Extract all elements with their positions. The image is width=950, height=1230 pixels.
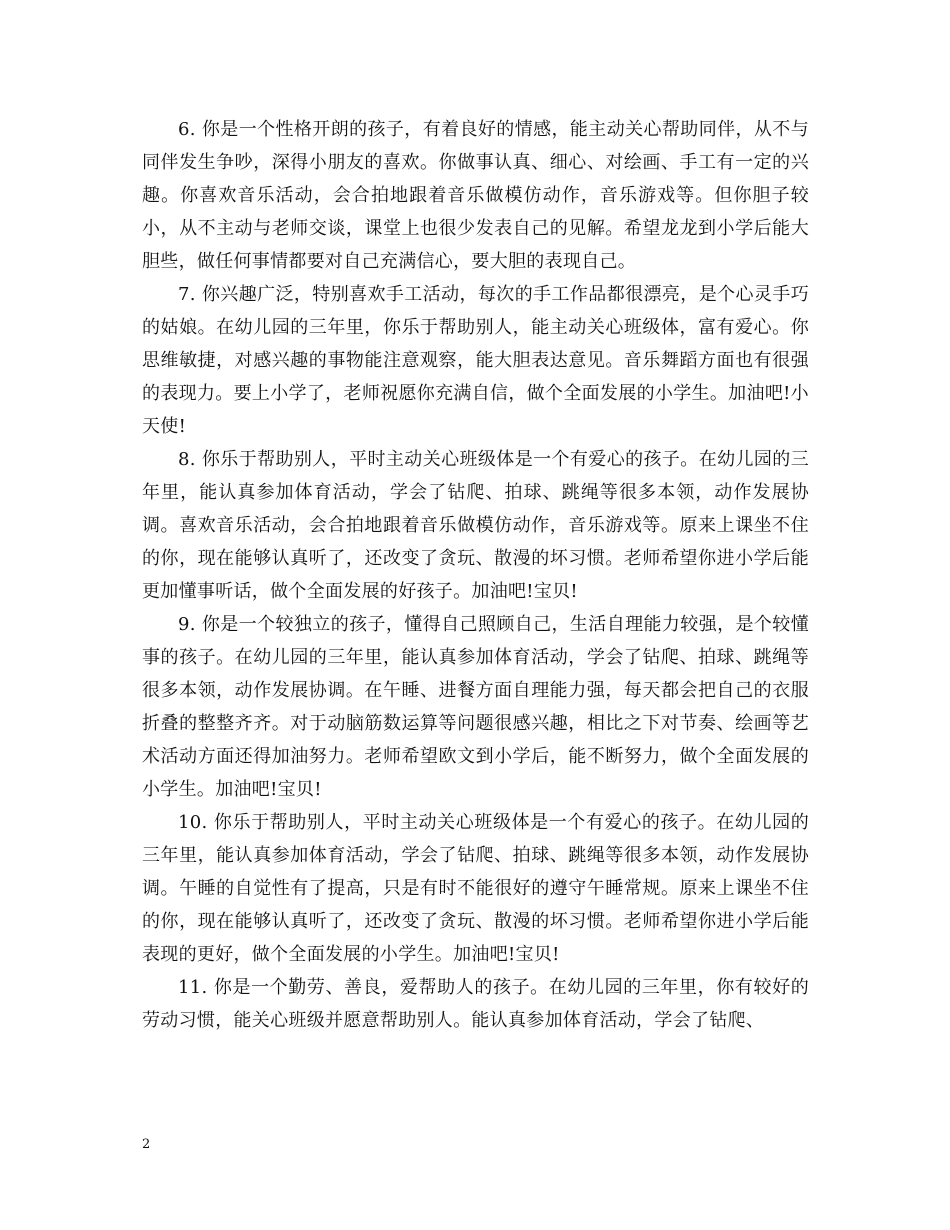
comment-paragraph-6: 6. 你是一个性格开朗的孩子，有着良好的情感，能主动关心帮助同伴，从不与同伴发生争吵，深得小朋友的喜欢。你做事认真、细心、对绘画、手工有一定的兴趣。你喜欢音乐活动，会合拍地跟着音乐做模仿动作，音乐游戏等。但你胆子较小，从不主动与老师交谈，课堂上也很少发表自己的见解。希望龙龙到小学后能大胆些，做任何事情都要对自己充满信心，要大胆的表现自己。 — [142, 119, 809, 272]
comment-paragraph-10: 10. 你乐于帮助别人，平时主动关心班级体是一个有爱心的孩子。在幼儿园的三年里，能认真参加体育活动，学会了钻爬、拍球、跳绳等很多本领，动作发展协调。午睡的自觉性有了提高，只是有时不能很好的遵守午睡常规。原来上课坐不住的你，现在能够认真听了，还改变了贪玩、散漫的坏习惯。老师希望你进小学后能表现的更好，做个全面发展的小学生。加油吧!宝贝! — [142, 812, 809, 965]
comment-paragraph-7: 7. 你兴趣广泛，特别喜欢手工活动，每次的手工作品都很漂亮，是个心灵手巧的姑娘。在幼儿园的三年里，你乐于帮助别人，能主动关心班级体，富有爱心。你思维敏捷，对感兴趣的事物能注意观察，能大胆表达意见。音乐舞蹈方面也有很强的表现力。要上小学了，老师祝愿你充满自信，做个全面发展的小学生。加油吧!小天使! — [142, 284, 809, 437]
comment-paragraph-9: 9. 你是一个较独立的孩子，懂得自己照顾自己，生活自理能力较强，是个较懂事的孩子。在幼儿园的三年里，能认真参加体育活动，学会了钻爬、拍球、跳绳等很多本领，动作发展协调。在午睡、进餐方面自理能力强，每天都会把自己的衣服折叠的整整齐齐。对于动脑筋数运算等问题很感兴趣，相比之下对节奏、绘画等艺术活动方面还得加油努力。老师希望欧文到小学后，能不断努力，做个全面发展的小学生。加油吧!宝贝! — [142, 614, 809, 800]
page-number: 2 — [142, 1137, 151, 1152]
document-body — [142, 113, 809, 1037]
comment-paragraph-8: 8. 你乐于帮助别人，平时主动关心班级体是一个有爱心的孩子。在幼儿园的三年里，能认真参加体育活动，学会了钻爬、拍球、跳绳等很多本领，动作发展协调。喜欢音乐活动，会合拍地跟着音乐做模仿动作，音乐游戏等。原来上课坐不住的你，现在能够认真听了，还改变了贪玩、散漫的坏习惯。老师希望你进小学后能更加懂事听话，做个全面发展的好孩子。加油吧!宝贝! — [142, 449, 809, 602]
comment-paragraph-11: 11. 你是一个勤劳、善良，爱帮助人的孩子。在幼儿园的三年里，你有较好的劳动习惯，能关心班级并愿意帮助别人。能认真参加体育活动，学会了钻爬、 — [142, 977, 809, 1031]
